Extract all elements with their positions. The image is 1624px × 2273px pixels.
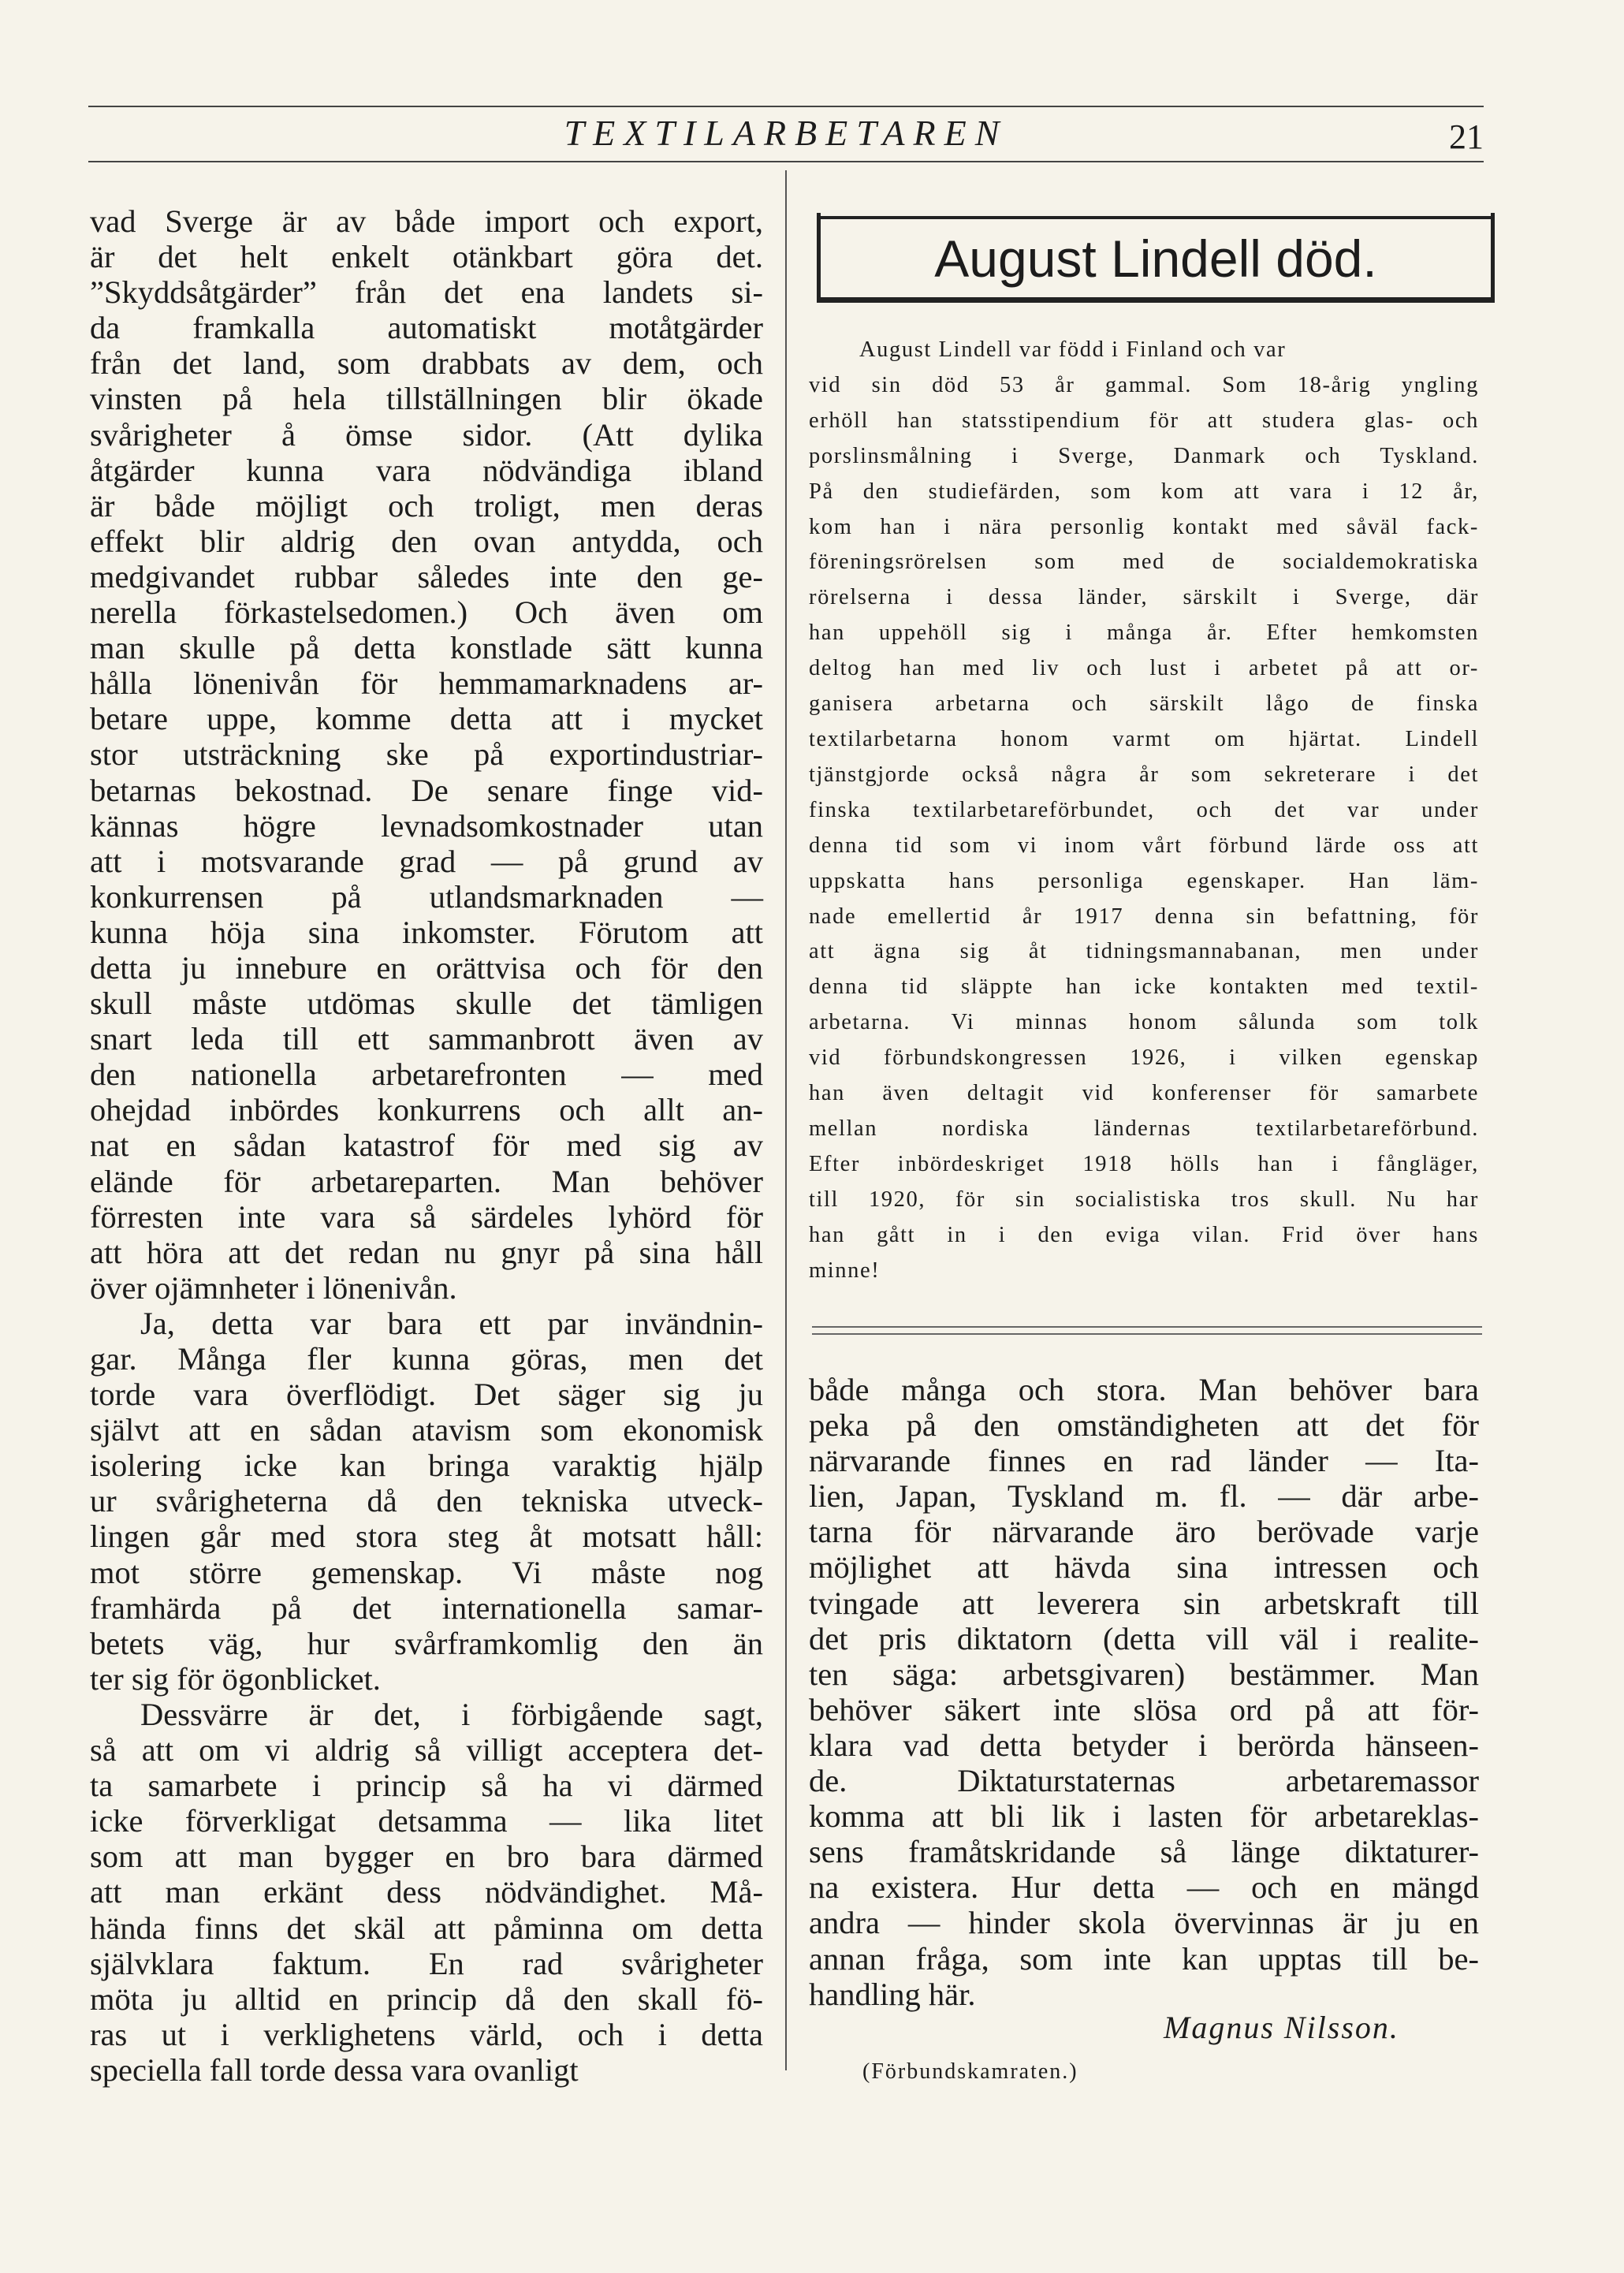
text-line: åtgärder kunna vara nödvändiga ibland	[90, 452, 763, 488]
text-line: den nationella arbetarefronten — med	[90, 1056, 763, 1093]
text-line: ur svårigheterna då den tekniska utveck-	[90, 1483, 763, 1519]
text-line: konkurrensen på utlandsmarknaden —	[90, 878, 763, 915]
text-line: deltog han med liv och lust i arbetet på att or-	[809, 656, 1479, 681]
text-line: han även deltagit vid konferenser för samarbete	[809, 1081, 1479, 1106]
text-line: August Lindell var född i Finland och var	[859, 337, 1287, 362]
text-line: na existera. Hur detta — och en mängd	[809, 1869, 1479, 1906]
text-line: kunna höja sina inkomster. Förutom att	[90, 914, 763, 950]
text-line: Dessvärre är det, i förbigående sagt,	[140, 1696, 763, 1732]
text-line: möta ju alltid en princip då den skall fö-	[90, 1980, 763, 2017]
text-line: man skulle på detta konstlade sätt kunna	[90, 630, 763, 666]
text-line: är det helt enkelt otänkbart göra det.	[90, 239, 763, 275]
text-line: komma att bli lik i lasten för arbetareklas-	[809, 1798, 1479, 1835]
section-separator-rule	[812, 1326, 1482, 1328]
text-line: lien, Japan, Tyskland m. fl. — där arbe-	[809, 1478, 1479, 1515]
text-line: betarnas bekostnad. De senare finge vid-	[90, 772, 763, 808]
text-line: ter sig för ögonblicket.	[90, 1660, 381, 1697]
text-line: andra — hinder skola övervinnas är ju en	[809, 1905, 1479, 1941]
column-divider	[785, 170, 787, 2070]
text-line: snart leda till ett sammanbrott även av	[90, 1021, 763, 1057]
text-line: ras ut i verklighetens värld, och i detta	[90, 2016, 763, 2052]
text-line: icke förverkligat detsamma — lika litet	[90, 1803, 763, 1839]
text-line: detta ju inneburе en orättvisa och för den	[90, 949, 763, 986]
obituary-text	[809, 333, 1479, 1288]
text-line: vinsten på hela tillställningen blir ökade	[90, 381, 763, 417]
text-line: tarna för närvarande äro berövade varje	[809, 1514, 1479, 1550]
headline-box-rule-top	[821, 216, 1491, 219]
text-line: rörelserna i dessa länder, särskilt i Sverge, där	[809, 585, 1479, 610]
text-line: uppskatta hans personliga egenskaper. Han läm-	[809, 868, 1479, 893]
text-line: framhärda på det internationella samar-	[90, 1589, 763, 1626]
text-line: vid sin död 53 år gammal. Som 18-årig yngling	[809, 372, 1479, 397]
section-separator-rule	[812, 1333, 1482, 1335]
text-line: svårigheter å ömse sidor. (Att dylika	[90, 416, 763, 453]
text-line: textilarbetarna honom varmt om hjärtat. Lindell	[809, 726, 1479, 751]
text-line: betare uppe, komme detta att i mycket	[90, 701, 763, 737]
text-line: så att om vi aldrig så villigt acceptera det-	[90, 1732, 763, 1768]
text-line: han gått in i den eviga vilan. Frid över hans	[809, 1222, 1479, 1247]
text-line: Efter inbördeskriget 1918 hölls han i fångläger,	[809, 1151, 1479, 1176]
text-line: han uppehöll sig i många år. Efter hemkomsten	[809, 620, 1479, 646]
text-line: vid förbundskongressen 1926, i vilken egenskap	[809, 1045, 1479, 1071]
left-column-article	[90, 203, 763, 2088]
text-line: kännas högre levnadsomkostnader utan	[90, 807, 763, 844]
text-line: självklara faktum. En rad svårigheter	[90, 1945, 763, 1981]
text-line: denna tid släppte han icke kontakten med textil-	[809, 974, 1479, 1000]
text-line: elände för arbetareparten. Man behöver	[90, 1163, 763, 1199]
text-line: tvingade att leverera sin arbetskraft till	[809, 1585, 1479, 1621]
text-line: sens framåtskridande så länge diktaturer-	[809, 1834, 1479, 1870]
text-line: klara vad detta betyder i berörda hänseen-	[809, 1727, 1479, 1763]
text-line: både många och stora. Man behöver bara	[809, 1372, 1479, 1407]
page-number: 21	[1449, 117, 1484, 156]
obituary-headline-box	[817, 213, 1495, 303]
text-line: föreningsrörelsen som med de socialdemokratiska	[809, 550, 1479, 575]
text-line: isolering icke kan bringa varaktig hjälp	[90, 1448, 763, 1484]
obituary-headline: August Lindell död.	[934, 229, 1377, 288]
text-line: ganisera arbetarna och särskilt lågo de finska	[809, 691, 1479, 717]
text-line: att höra att det redan nu gnyr på sina håll	[90, 1234, 763, 1270]
text-line: mot större gemenskap. Vi måste nog	[90, 1554, 763, 1590]
text-line: skull måste utdömas skulle det tämligen	[90, 986, 763, 1022]
text-line: arbetarna. Vi minnas honom sålunda som tolk	[809, 1010, 1479, 1035]
text-line: speciella fall torde dessa vara ovanligt	[90, 2051, 579, 2088]
text-line: lingen går med stora steg åt motsatt håll:	[90, 1518, 763, 1555]
text-line: porslinsmålning i Sverge, Danmark och Tyskland.	[809, 443, 1479, 468]
text-line: da framkalla automatiskt motåtgärder	[90, 310, 763, 346]
text-line: hända finns det skäl att påminna om detta	[90, 1910, 763, 1946]
text-line: mellan nordiska ländernas textilarbetareförbund.	[809, 1116, 1479, 1141]
text-line: peka på den omständigheten att det för	[809, 1407, 1479, 1444]
text-line: möjlighet att hävda sina intressen och	[809, 1549, 1479, 1586]
text-line: torde vara överflödigt. Det säger sig ju	[90, 1377, 763, 1413]
publication-title: TEXTILARBETAREN	[564, 113, 1008, 153]
text-line: är både möjligt och troligt, men deras	[90, 487, 763, 524]
text-line: förresten inte vara så särdeles lyhörd för	[90, 1198, 763, 1235]
page-header	[88, 106, 1484, 162]
headline-box-rule-bottom	[821, 297, 1491, 303]
text-line: finska textilarbetareförbundet, och det var under	[809, 797, 1479, 822]
text-line: medgivandet rubbar således inte den ge-	[90, 558, 763, 594]
text-line: denna tid som vi inom vårt förbund lärde oss att	[809, 833, 1479, 858]
text-line: nat en sådan katastrof för med sig av	[90, 1127, 763, 1164]
text-line: stor utsträckning ske på exportindustriar-	[90, 736, 763, 773]
text-line: att i motsvarande grad — på grund av	[90, 843, 763, 879]
text-line: tjänstgjorde också några år som sekreterare i det	[809, 762, 1479, 787]
text-line: betets väg, hur svårframkomlig den än	[90, 1625, 763, 1661]
text-line: det pris diktatorn (detta vill väl i realite-	[809, 1620, 1479, 1656]
text-line: gar. Många fler kunna göras, men det	[90, 1341, 763, 1377]
text-line: att man erkänt dess nödvändighet. Må-	[90, 1874, 763, 1910]
text-line: att ägna sig åt tidningsmannabanan, men under	[809, 939, 1479, 964]
text-line: behöver säkert inte slösa ord på att för-	[809, 1691, 1479, 1727]
text-line: från det land, som drabbats av dem, och	[90, 345, 763, 382]
right-column-article-continuation	[809, 1372, 1479, 2012]
text-line: handling här.	[809, 1976, 976, 2012]
text-line: över ojämnheter i lönenivån.	[90, 1269, 457, 1306]
article-source: (Förbundskamraten.)	[862, 2059, 1078, 2084]
text-line: närvarande finnes en rad länder — Ita-	[809, 1443, 1479, 1479]
text-line: ohejdad inbördes konkurrens och allt an-	[90, 1092, 763, 1128]
text-line: erhöll han statsstipendium för att studera glas- och	[809, 408, 1479, 433]
text-line: effekt blir aldrig den ovan antydda, och	[90, 523, 763, 559]
text-line: kom han i nära personlig kontakt med såväl fack-	[809, 514, 1479, 539]
text-line: Ja, detta var bara ett par invändnin-	[140, 1305, 763, 1341]
header-rule-top	[88, 106, 1484, 107]
text-line: hålla lönenivån för hemmamarknadens ar-	[90, 665, 763, 702]
text-line: På den studiefärden, som kom att vara i 12 år,	[809, 479, 1479, 504]
text-line: vad Sverge är av både import och export,	[90, 203, 763, 239]
text-line: nerella förkastelsedomen.) Och även om	[90, 594, 763, 631]
text-line: de. Diktaturstaternas arbetaremassor	[809, 1763, 1479, 1799]
text-line: ten säga: arbetsgivaren) bestämmer. Man	[809, 1656, 1479, 1692]
text-line: ”Skyddsåtgärder” från det ena landets si-	[90, 274, 763, 311]
text-line: självt att en sådan atavism som ekonomisk	[90, 1412, 763, 1448]
author-signature: Magnus Nilsson.	[1164, 2010, 1399, 2045]
text-line: som att man bygger en bro bara därmed	[90, 1839, 763, 1875]
text-line: till 1920, för sin socialistiska tros skull. Nu har	[809, 1187, 1479, 1212]
text-line: minne!	[809, 1258, 881, 1283]
text-line: ta samarbete i princip så ha vi därmed	[90, 1768, 763, 1804]
text-line: annan fråga, som inte kan upptas till be-	[809, 1940, 1479, 1977]
text-line: nade emellertid år 1917 denna sin befattning, för	[809, 904, 1479, 929]
header-rule-bottom	[88, 161, 1484, 162]
